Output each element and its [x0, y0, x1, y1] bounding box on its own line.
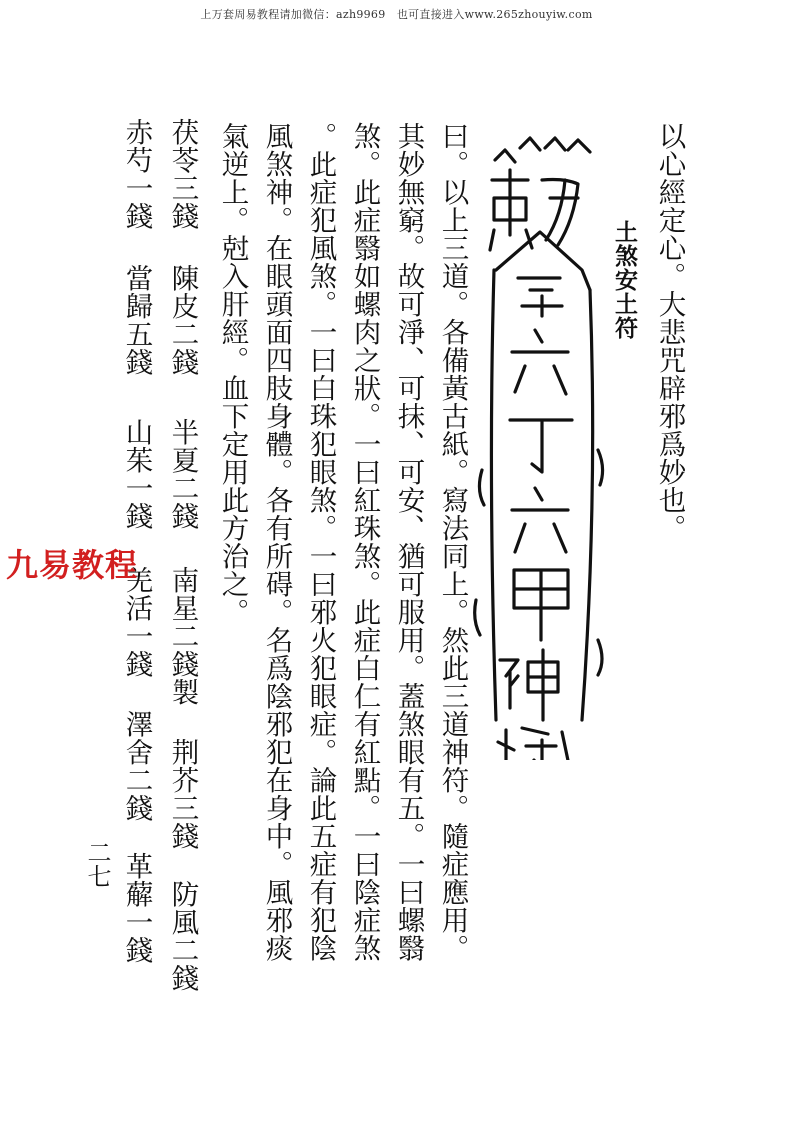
herb-item: 防風二錢 [166, 880, 199, 992]
herb-item: 赤芍一錢 [120, 118, 153, 230]
text-column-1: 曰。以上三道。各備黃古紙。寫法同上。然此三道神符。隨症應用。 [436, 122, 469, 962]
herb-item: 革薢一錢 [120, 852, 153, 964]
herb-item: 半夏二錢 [166, 418, 199, 530]
text-column-4: 。此症犯風煞。一曰白珠犯眼煞。一曰邪火犯眼症。論此五症有犯陰 [304, 122, 337, 962]
text-column-6: 氣逆上。尅入肝經。血下定用此方治之。 [216, 122, 249, 626]
intro-column: 以心經定心。大悲咒辟邪爲妙也。 [653, 122, 686, 542]
text-column-2: 其妙無窮。故可淨、可抹、可安、猶可服用。蓋煞眼有五。一曰螺翳 [392, 122, 425, 962]
talisman-title: 土煞安土符 [611, 220, 637, 340]
herb-item: 澤舍二錢 [120, 710, 153, 822]
herb-item: 山茱一錢 [120, 418, 153, 530]
herb-item: 當歸五錢 [120, 264, 153, 376]
herb-item: 陳皮二錢 [166, 264, 199, 376]
text-column-5: 風煞神。在眼頭面四肢身體。各有所碍。名爲陰邪犯在身中。風邪痰 [260, 122, 293, 962]
herb-item: 南星二錢製 [166, 566, 199, 706]
herb-item: 羌活一錢 [120, 566, 153, 678]
watermark-logo: 九易教程 [6, 546, 139, 584]
page-number: 二七 [83, 840, 111, 888]
page-header-banner: 上万套周易教程请加微信：azh9969 也可直接进入www.265zhouyiw.com [200, 8, 593, 21]
herb-item: 茯苓三錢 [166, 118, 199, 230]
text-column-3: 煞。此症翳如螺肉之狀。一曰紅珠煞。此症白仁有紅點。一曰陰症煞 [348, 122, 381, 962]
talisman-drawing [470, 120, 620, 760]
herb-item: 荆芥三錢 [166, 738, 199, 850]
